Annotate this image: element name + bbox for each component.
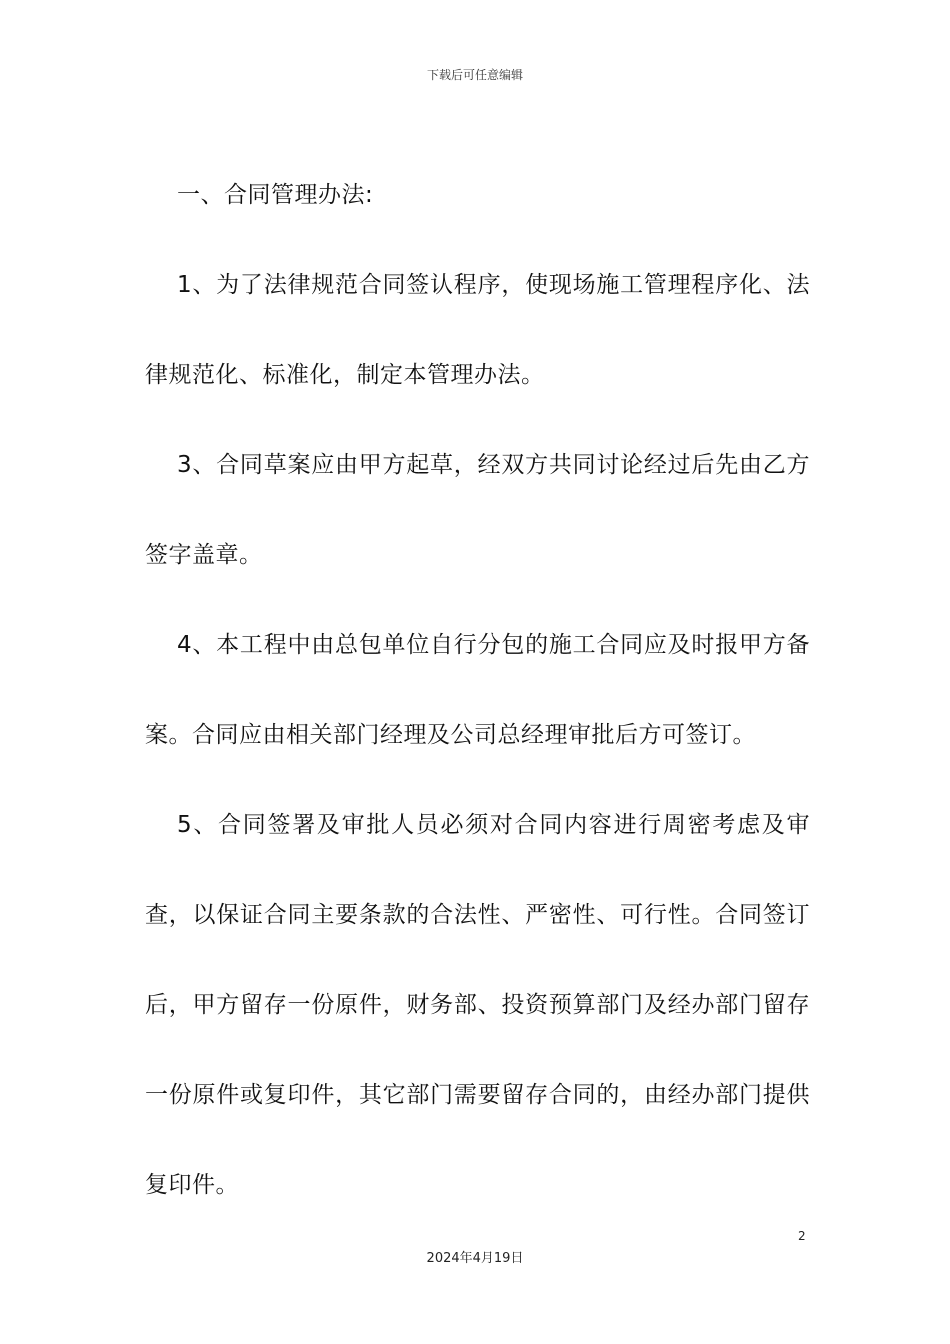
paragraph-1: 1、为了法律规范合同签认程序，使现场施工管理程序化、法律规范化、标准化，制定本管理办法。 (145, 272, 810, 388)
section-heading: 一、合同管理办法: (177, 182, 374, 208)
page-header: 下载后可任意编辑 (426, 68, 523, 82)
page-number: 2 (798, 1229, 806, 1243)
paragraph-3: 3、合同草案应由甲方起草，经双方共同讨论经过后先由乙方签字盖章。 (145, 452, 810, 568)
paragraph-5: 5、合同签署及审批人员必须对合同内容进行周密考虑及审查，以保证合同主要条款的合法性、严密性、可行性。合同签订后，甲方留存一份原件，财务部、投资预算部门及经办部门留存一份原件或复印件，其它部门需要留存合同的，由经办部门提供复印件。 (145, 812, 810, 1198)
document-body (145, 150, 810, 1230)
paragraph-4: 4、本工程中由总包单位自行分包的施工合同应及时报甲方备案。合同应由相关部门经理及公司总经理审批后方可签订。 (145, 632, 810, 748)
footer-date: 2024年4月19日 (426, 1251, 524, 1266)
